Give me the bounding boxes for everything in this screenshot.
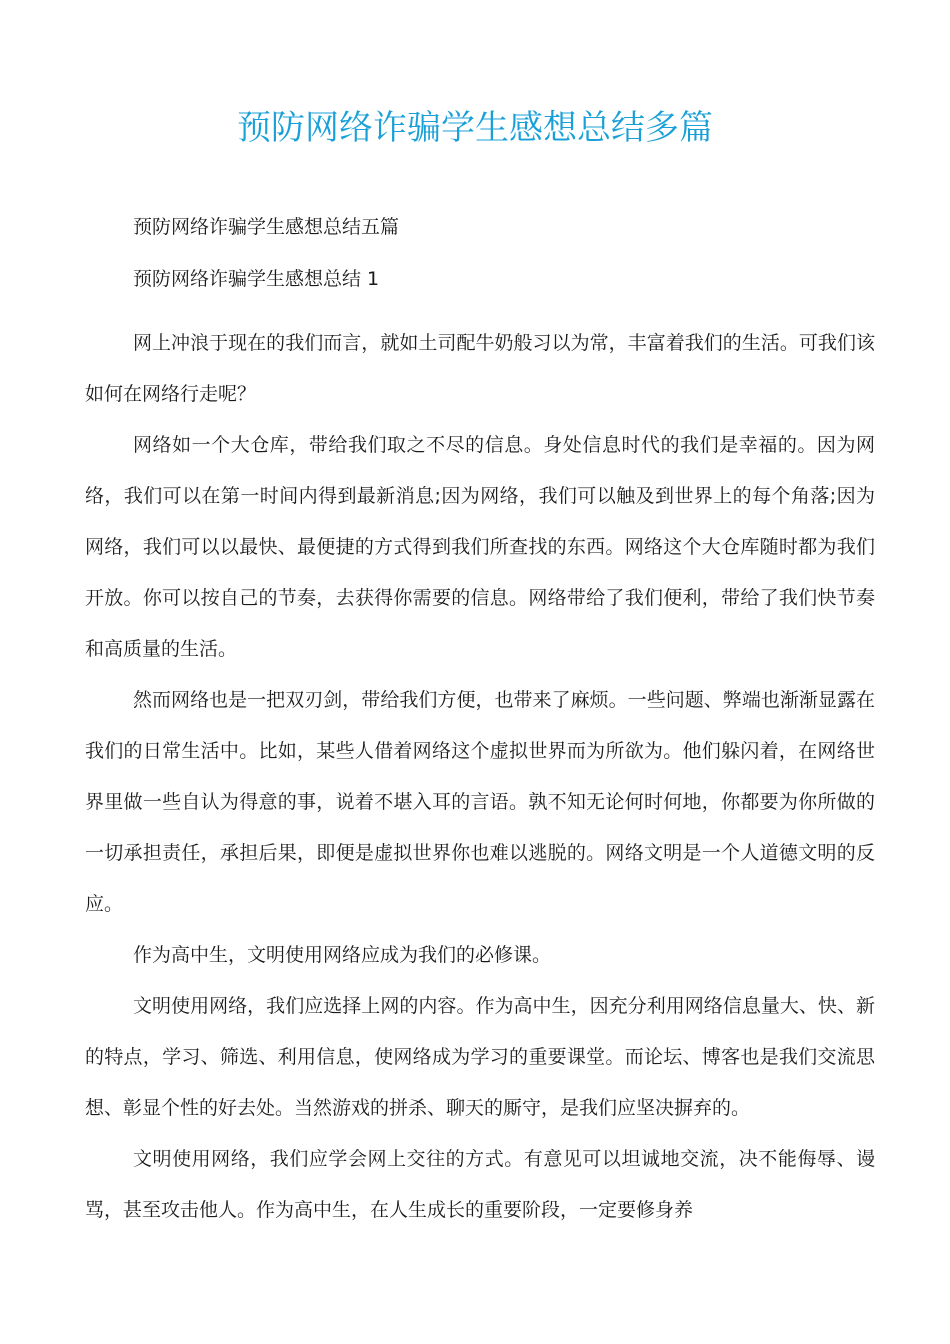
paragraph: 网络如一个大仓库，带给我们取之不尽的信息。身处信息时代的我们是幸福的。因为网络，我们可以在第一时间内得到最新消息;因为网络，我们可以触及到世界上的每个角落;因为网络，我们可以以最快、最便捷的方式得到我们所查找的东西。网络这个大仓库随时都为我们开放。你可以按自己的节奏，去获得你需要的信息。网络带给了我们便利，带给了我们快节奏和高质量的生活。: [85, 434, 875, 660]
subheading-essay-1: 预防网络诈骗学生感想总结 1: [133, 268, 380, 290]
document-body: [85, 318, 875, 1236]
paragraph: 作为高中生，文明使用网络应成为我们的必修课。: [133, 944, 552, 966]
paragraph: 网上冲浪于现在的我们而言，就如土司配牛奶般习以为常，丰富着我们的生活。可我们该如何在网络行走呢？: [85, 332, 875, 405]
paragraph: 文明使用网络，我们应选择上网的内容。作为高中生，因充分利用网络信息量大、快、新的特点，学习、筛选、利用信息，使网络成为学习的重要课堂。而论坛、博客也是我们交流思想、彰显个性的好去处。当然游戏的拼杀、聊天的厮守，是我们应坚决摒弃的。: [85, 995, 875, 1119]
document-title: 预防网络诈骗学生感想总结多篇: [237, 108, 713, 148]
paragraph: 文明使用网络，我们应学会网上交往的方式。有意见可以坦诚地交流，决不能侮辱、谩骂，甚至攻击他人。作为高中生，在人生成长的重要阶段，一定要修身养: [85, 1148, 875, 1221]
subheading-collection: 预防网络诈骗学生感想总结五篇: [133, 216, 400, 238]
paragraph: 然而网络也是一把双刃剑，带给我们方便，也带来了麻烦。一些问题、弊端也渐渐显露在我们的日常生活中。比如，某些人借着网络这个虚拟世界而为所欲为。他们躲闪着，在网络世界里做一些自认为得意的事，说着不堪入耳的言语。孰不知无论何时何地，你都要为你所做的一切承担责任，承担后果，即便是虚拟世界你也难以逃脱的。网络文明是一个人道德文明的反应。: [85, 689, 875, 915]
